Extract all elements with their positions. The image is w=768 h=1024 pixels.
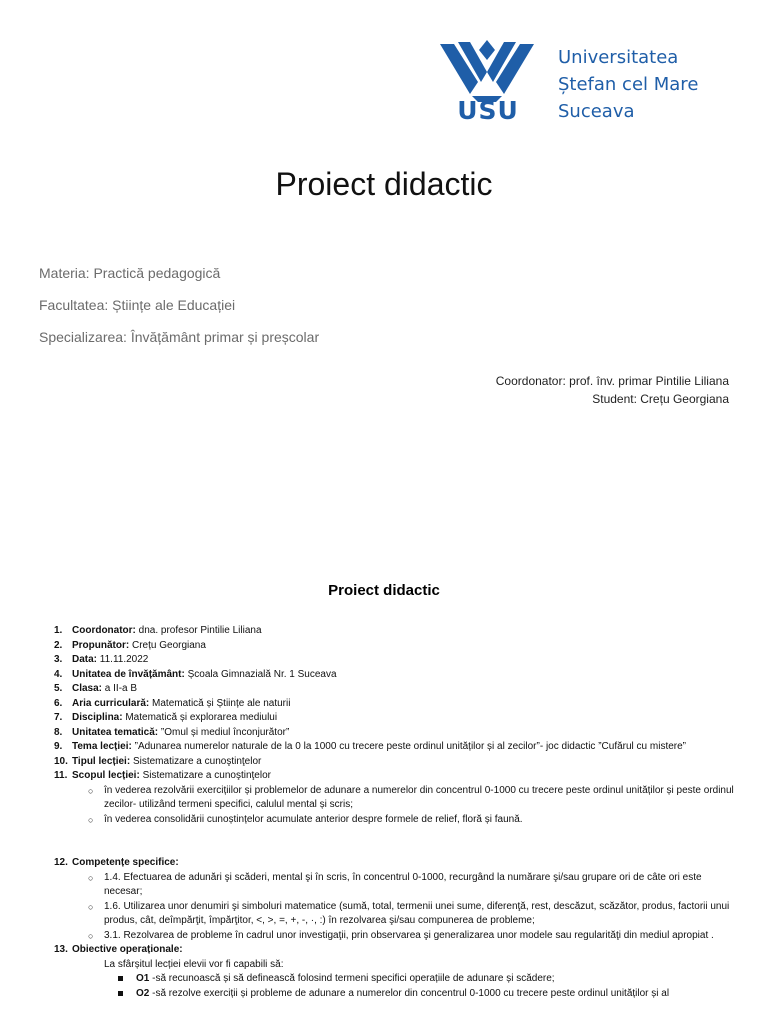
university-logo bbox=[432, 38, 722, 128]
university-name-line-3: Suceava bbox=[558, 101, 635, 122]
project-content bbox=[54, 624, 734, 1001]
list-item: 10. Tipul lecției: Sistematizare a cunoştinţelor bbox=[54, 755, 262, 767]
list-item: 4. Unitatea de învățământ: Școala Gimnazială Nr. 1 Suceava bbox=[54, 668, 337, 680]
circle-bullet-icon: ○ bbox=[88, 872, 94, 883]
meta-specializarea: Specializarea: Învățământ primar și preșcolar bbox=[39, 329, 320, 345]
list-item: 12. Competențe specifice: bbox=[54, 857, 179, 868]
university-name-line-1: Universitatea bbox=[558, 47, 679, 68]
list-item: 9. Tema lecției: ”Adunarea numerelor naturale de la 0 la 1000 cu trecere peste ordinul unităților și al zecilor”- joc didactic ”Cufărul cu mistere” bbox=[54, 741, 686, 752]
competence-bullet: ○ 3.1. Rezolvarea de probleme în cadrul unor investigaţii, prin observarea şi generalizarea unor modele sau regularităţi din mediul apropiat . bbox=[54, 929, 734, 944]
university-name bbox=[558, 44, 698, 125]
meta-materia: Materia: Practică pedagogică bbox=[39, 265, 221, 281]
section-title: Proiect didactic bbox=[328, 582, 440, 599]
university-name-line-2: Ștefan cel Mare bbox=[558, 74, 699, 95]
coordinator-line: Coordonator: prof. înv. primar Pintilie Liliana bbox=[495, 374, 729, 388]
circle-bullet-icon: ○ bbox=[88, 814, 94, 825]
list-item: 2. Propunător: Crețu Georgiana bbox=[54, 639, 206, 651]
people-block bbox=[496, 372, 729, 408]
square-bullet-icon bbox=[118, 976, 123, 981]
objective-item: O2 -să rezolve exerciții și probleme de adunare a numerelor din concentrul 0-1000 cu trecere peste ordinul unităților și al bbox=[54, 987, 734, 1002]
list-item: 8. Unitatea tematică: ”Omul și mediul înconjurător” bbox=[54, 726, 290, 738]
scope-bullet: ○ în vederea consolidării cunoștințelor acumulate anterior despre formele de relief, floră și faună. bbox=[54, 813, 734, 828]
list-item: 7. Disciplina: Matematică și explorarea mediului bbox=[54, 712, 278, 723]
competence-bullet: ○ 1.4. Efectuarea de adunări şi scăderi, mental şi în scris, în concentrul 0-1000, recurgând la numărare şi/sau grupare ori de câte ori este necesar; bbox=[88, 871, 702, 897]
page-title: Proiect didactic bbox=[275, 166, 493, 202]
scope-bullet: ○ în vederea rezolvării exercițiilor și problemelor de adunare a numerelor din concentrul 0-1000 cu trecere peste ordinul unităților și peste ordinul zecilor- utilizând termeni specifici, calulul mental și scris; bbox=[88, 784, 734, 810]
list-item: 1. Coordonator: dna. profesor Pintilie Liliana bbox=[54, 625, 262, 636]
circle-bullet-icon: ○ bbox=[88, 901, 94, 912]
square-bullet-icon bbox=[118, 991, 123, 996]
objectives-intro: La sfârșitul lecției elevii vor fi capabili să: bbox=[104, 958, 284, 970]
circle-bullet-icon: ○ bbox=[88, 930, 94, 941]
list-item: 6. Aria curriculară: Matematică și Științe ale naturii bbox=[54, 697, 291, 709]
list-item: 3. Data: 11.11.2022 bbox=[54, 654, 149, 665]
student-line: Student: Crețu Georgiana bbox=[592, 392, 729, 406]
list-item: 5. Clasa: a II-a B bbox=[54, 683, 138, 694]
usu-abbreviation: USU bbox=[457, 96, 519, 125]
list-item: 11. Scopul lecției: Sistematizare a cunoştinţelor bbox=[54, 770, 271, 781]
meta-facultatea: Facultatea: Științe ale Educației bbox=[39, 297, 236, 313]
list-item: 13. Obiective operaționale: bbox=[54, 944, 183, 955]
competence-bullet: ○ 1.6. Utilizarea unor denumiri şi simboluri matematice (sumă, total, termenii unei sume, diferenţă, rest, descăzut, scăzător, produs, factorii unui produs, cât, deîmpărţit, împărţitor, <, >, =, +, -, ·, :) în rezolvarea şi/sau compunerea de probleme; bbox=[88, 900, 730, 926]
objective-item: O1 -să recunoască și să definească folosind termeni specifici operațiile de adunare și scădere; bbox=[54, 972, 734, 987]
circle-bullet-icon: ○ bbox=[88, 785, 94, 796]
